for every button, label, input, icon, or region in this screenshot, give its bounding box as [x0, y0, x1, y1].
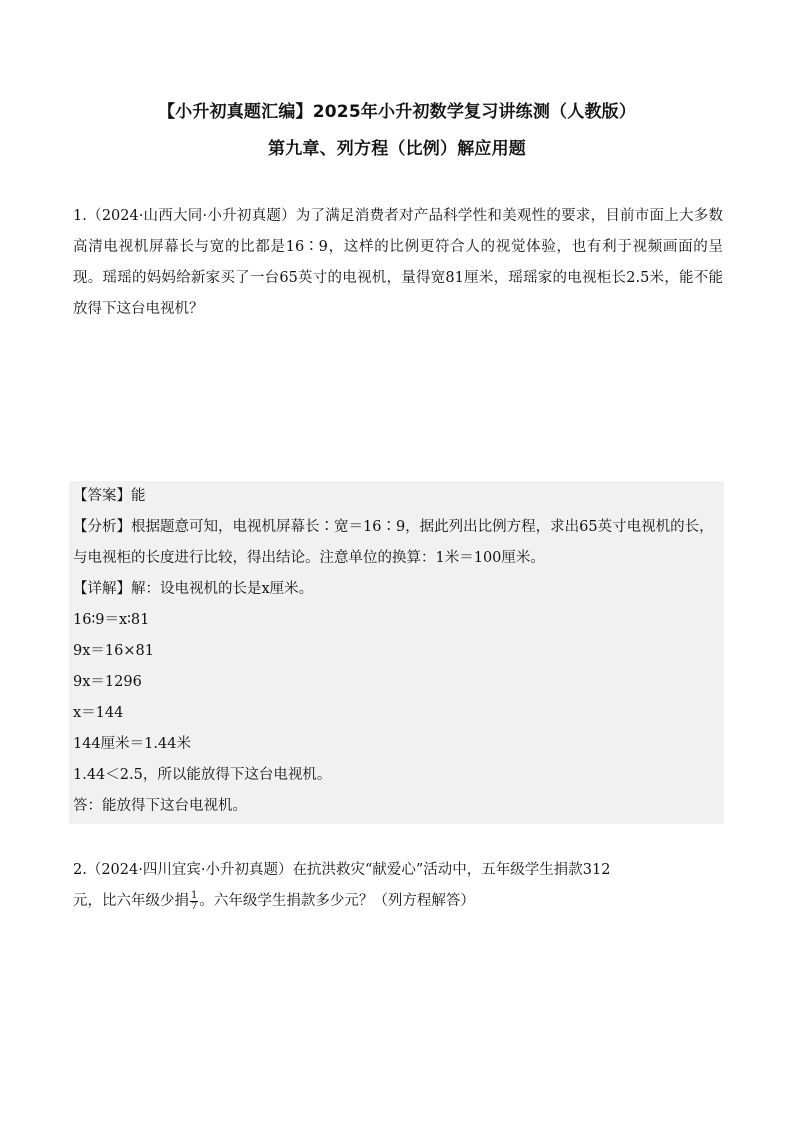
analysis-row — [69, 512, 724, 574]
question-1: 1.（2024·山西大同·小升初真题）为了满足消费者对产品科学性和美观性的要求，目前市面上大多数高清电视机屏幕长与宽的比都是16∶9，这样的比例更符合人的视觉体验，也有利于视频画面的呈现。瑶瑶的妈妈给新家买了一台65英寸的电视机，量得宽81厘米，瑶瑶家的电视柜长2.5米，能不能放得下这台电视机？ — [73, 208, 723, 317]
fraction — [190, 891, 198, 912]
answer-tag: 【答案】 — [73, 488, 131, 504]
solution-step: 144厘米＝1.44米 — [73, 736, 191, 752]
solution-step: 9x＝1296 — [73, 674, 142, 690]
answer-panel — [69, 481, 724, 824]
question-2-line-2 — [73, 886, 723, 917]
question-2-text-before: 元，比六年级少捐 — [73, 893, 189, 909]
solution-step: 16∶9＝x∶81 — [73, 612, 150, 628]
solution-step: 1.44＜2.5，所以能放得下这台电视机。 — [73, 767, 332, 783]
analysis-tag: 【分析】 — [73, 519, 131, 535]
question-2-line-1: 2.（2024·四川宜宾·小升初真题）在抗洪救灾“献爱心”活动中，五年级学生捐款312 — [73, 862, 611, 878]
final-answer: 答：能放得下这台电视机。 — [73, 798, 247, 814]
answer-value: 能 — [131, 488, 146, 504]
answer-row — [69, 481, 724, 512]
chapter-title: 第九章、列方程（比例）解应用题 — [268, 139, 526, 159]
question-2-text-after: 。六年级学生捐款多少元？（列方程解答） — [199, 893, 475, 909]
detail-row — [69, 574, 724, 605]
detail-text: 解：设电视机的长是x厘米。 — [131, 581, 314, 597]
solution-step: 9x＝16×81 — [73, 643, 154, 659]
document-title: 【小升初真题汇编】2025年小升初数学复习讲练测（人教版） — [157, 102, 637, 122]
solution-step: x＝144 — [73, 705, 124, 721]
question-2 — [73, 855, 723, 917]
analysis-text: 根据题意可知，电视机屏幕长∶宽＝16∶9，据此列出比例方程，求出65英寸电视机的长，与电视柜的长度进行比较，得出结论。注意单位的换算：1米＝100厘米。 — [73, 519, 714, 566]
fraction-numerator: 1 — [191, 889, 198, 901]
fraction-denominator: 7 — [191, 900, 198, 912]
detail-tag: 【详解】 — [73, 581, 131, 597]
